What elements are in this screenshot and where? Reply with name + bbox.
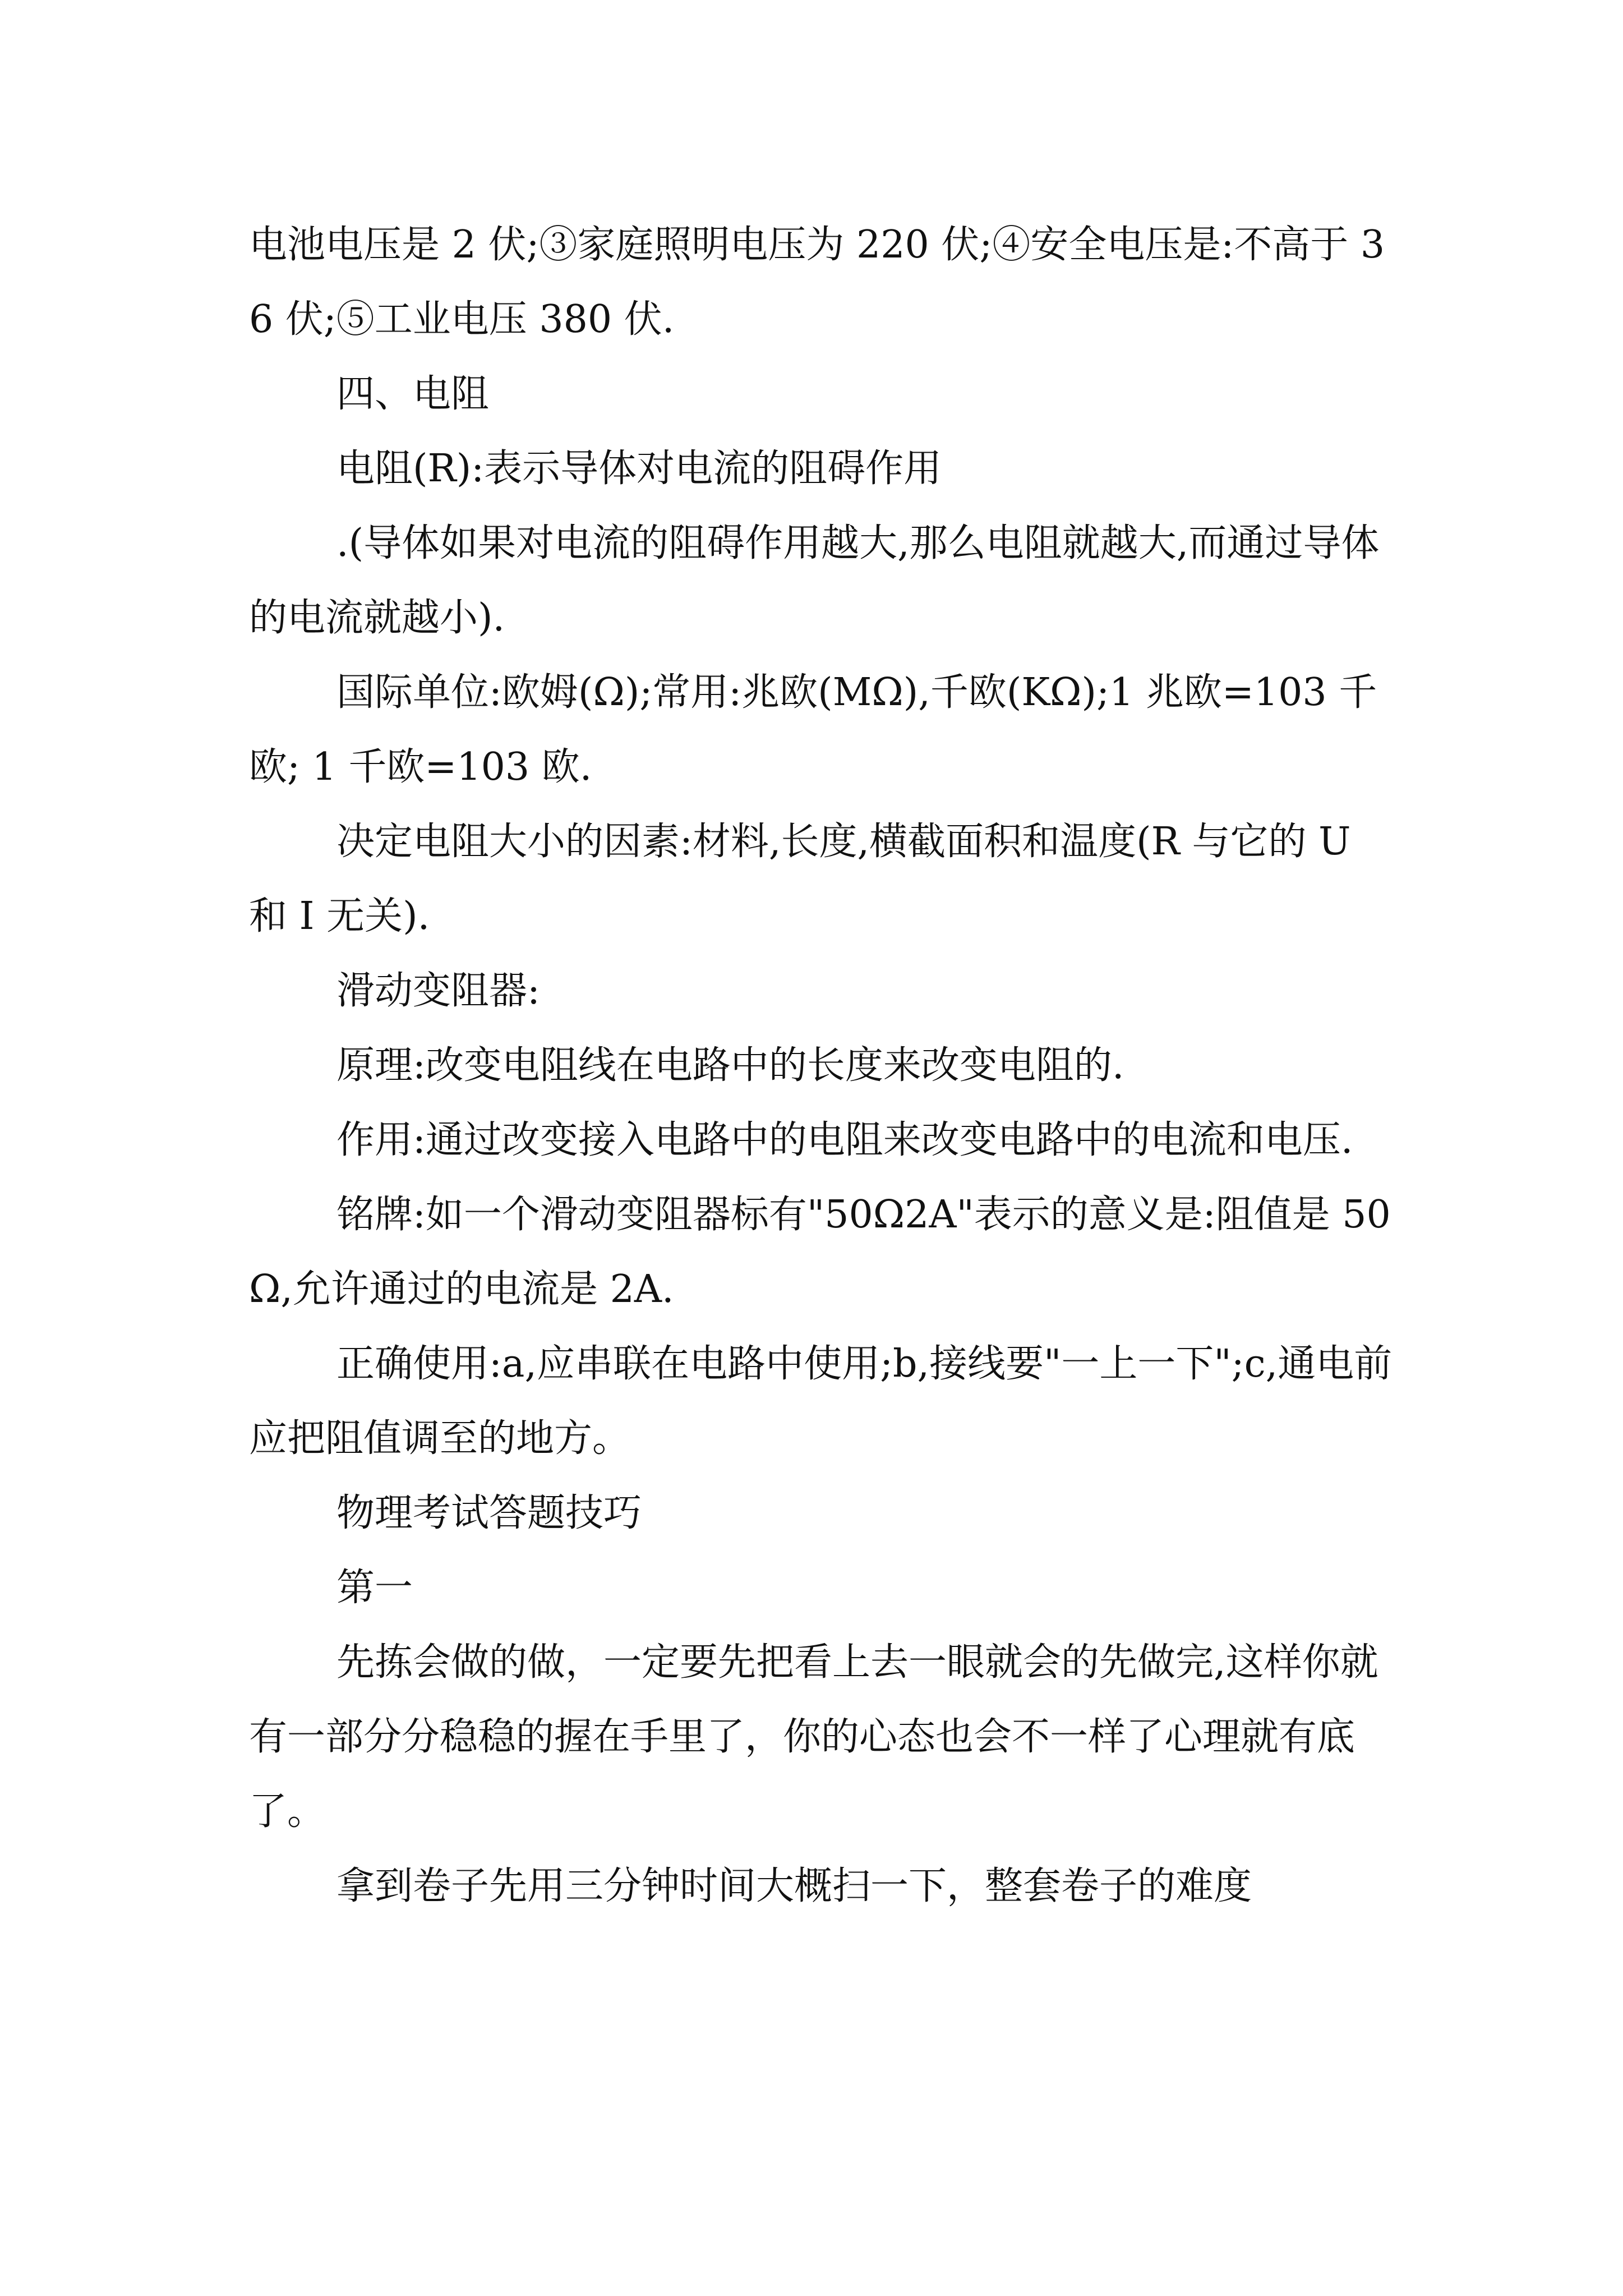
document-body <box>249 208 1393 1924</box>
paragraph-resistance-definition: 电阻(R):表示导体对电流的阻碍作用 <box>336 447 942 491</box>
paragraph-rheostat-nameplate: 铭牌:如一个滑动变阻器标有"50Ω2A"表示的意义是:阻值是 50Ω,允许通过的电流是 2A. <box>249 1193 1391 1312</box>
paragraph-rheostat-function: 作用:通过改变接入电路中的电阻来改变电路中的电流和电压. <box>336 1118 1353 1162</box>
paragraph-resistance-explanation: .(导体如果对电流的阻碍作用越大,那么电阻就越大,而通过导体的电流就越小). <box>249 521 1380 640</box>
paragraph-resistance-units: 国际单位:欧姆(Ω);常用:兆欧(MΩ),千欧(KΩ);1 兆欧=103 千欧; 1 千欧=103 欧. <box>249 670 1377 789</box>
subheading-first: 第一 <box>336 1566 413 1610</box>
paragraph-voltage-values: 电池电压是 2 伏;③家庭照明电压为 220 伏;④安全电压是:不高于 36 伏;⑤工业电压 380 伏. <box>249 223 1385 342</box>
paragraph-resistance-factors: 决定电阻大小的因素:材料,长度,横截面积和温度(R 与它的 U 和 I 无关). <box>249 820 1351 938</box>
paragraph-rheostat-usage: 正确使用:a,应串联在电路中使用;b,接线要"一上一下";c,通电前应把阻值调至的地方。 <box>249 1342 1393 1461</box>
paragraph-tip-scan-paper: 拿到卷子先用三分钟时间大概扫一下，整套卷子的难度 <box>336 1864 1252 1908</box>
paragraph-rheostat-heading: 滑动变阻器: <box>336 969 540 1013</box>
paragraph-rheostat-principle: 原理:改变电阻线在电路中的长度来改变电阻的. <box>336 1043 1124 1088</box>
paragraph-tip-easy-first: 先拣会做的做，一定要先把看上去一眼就会的先做完,这样你就有一部分分稳稳的握在手里了，你的心态也会不一样了心理就有底了。 <box>249 1640 1378 1834</box>
section-heading-resistance: 四、电阻 <box>336 372 490 416</box>
section-heading-exam-tips: 物理考试答题技巧 <box>336 1491 642 1535</box>
